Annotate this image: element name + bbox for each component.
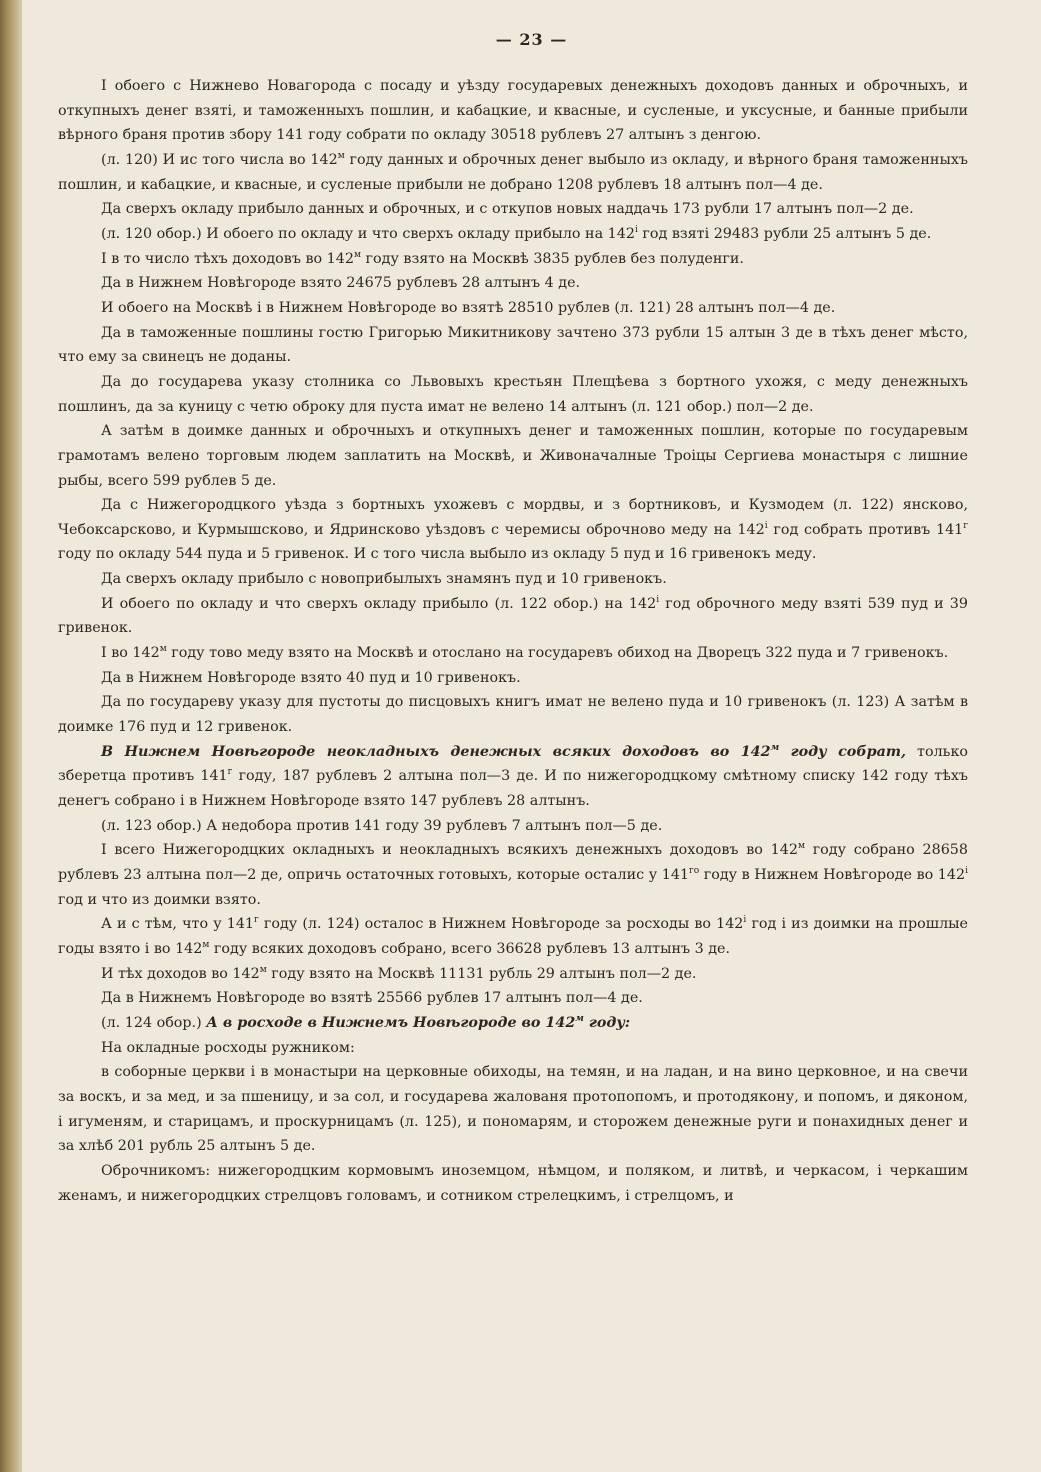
paragraph: И обоего на Москвѣ i в Нижнем Новѣгороде во взятѣ 28510 рублев (л. 121) 28 алтынъ пол—4 де. (101, 299, 836, 316)
paragraph: Да до государева указу столника со Львовыхъ крестьян Плещѣева з бортного ухожя, с меду денежныхъ пошлинъ, да за куницу с четю оброку для пуста имат не велено 14 алтынъ (л. 121 обор.) пол—2 де. (58, 373, 968, 415)
paragraph: І во $142^м$ году тово меду взято на Москвѣ и отослано на государевъ обиход на Дворецъ 322 пуда и 7 гривенокъ. (101, 644, 949, 662)
paragraph: Да сверхъ окладу прибыло с новоприбылыхъ знамянъ пуд и 10 гривенокъ. (101, 571, 667, 588)
paragraph: І всего Нижегородцких окладныхъ и неокладныхъ всякихъ денежныхъ доходовъ во $142^м$ году собрано 28658 рублевъ 23 алтына пол—2 де, опричь остаточных готовыхъ, которые осталис у $141^{го}$ году в Нижнем Новѣгороде во $142^і$ год и что из доимки взято. (58, 841, 968, 908)
paragraph: И обоего по окладу и что сверхъ окладу прибыло (л. 122 обор.) на $142^і$ год оброчного меду взятi 539 пуд и 39 гривенок. (58, 595, 968, 637)
paragraph: (л. 123 обор.) А недобора против 141 году 39 рублевъ 7 алтынъ пол—5 де. (101, 817, 663, 834)
paragraph: На окладные росходы ружником: (101, 1039, 355, 1056)
paragraph: в соборные церкви i в монастыри на церковные обиходы, на темян, и на ладан, и на вино церковное, и на свечи за воскъ, и за мед, и за пшеницу, и за сол, и государева жалованя протопопомъ, и протодякону, и попомъ, и дяконом, i игуменям, и старицамъ, и проскурницамъ (л. 125), и пономарям, и сторожем денежные руги и понахидных денег и за хлѣб 201 рубль 25 алтынъ 5 де. (58, 1064, 968, 1155)
paragraph: Да по государеву указу для пустоты до писцовыхъ книгъ имат не велено пуда и 10 гривенокъ (л. 123) А затѣм в доимке 176 пуд и 12 гривенок. (58, 694, 968, 736)
paragraph: Да в Нижнем Новѣгороде взято 24675 рублевъ 28 алтынъ 4 де. (101, 275, 581, 292)
document-body (58, 74, 968, 1208)
paragraph: Оброчникомъ: нижегородцким кормовымъ иноземцом, нѣмцом, и поляком, и литвѣ, и черкасом, і черкашим женамъ, и нижегородцких стрелцовъ головамъ, и сотником стрелецкимъ, i стрелцомъ, и (58, 1162, 968, 1204)
paragraph: Да в таможенные пошлины гостю Григорью Микитникову зачтено 373 рубли 15 алтын 3 де в тѣхъ денег мѣсто, что ему за свинецъ не доданы. (58, 324, 968, 366)
paragraph: (л. 124 обор.) А в росходе в Нижнемъ Новѣгороде во $142^м$ году: (101, 1014, 631, 1031)
paragraph: Да сверхъ окладу прибыло данных и оброчных, и с откупов новых наддачь 173 рубли 17 алтынъ пол—2 де. (101, 201, 914, 218)
paragraph: І обоего с Нижнево Новагорода с посаду и уѣзду государевых денежныхъ доходовъ данных и оброчныхъ, и откупныхъ денег взятi, и таможенныхъ пошлин, и кабацкие, и квасные, и сусленые, и уксусные, и банные прибыли вѣрного браня против збору 141 году собрати по окладу 30518 рублевъ 27 алтынъ з денгою. (58, 78, 968, 144)
paragraph: І в то число тѣхъ доходовъ во $142^м$ году взято на Москвѣ 3835 рублев без полуденги. (101, 249, 744, 267)
paragraph: И тѣх доходов во $142^м$ году взято на Москвѣ 11131 рубль 29 алтынъ пол—2 де. (101, 964, 697, 982)
paragraph: А затѣм в доимке данных и оброчныхъ и откупныхъ денег и таможенных пошлин, которые по государевым грамотамъ велено торговым людем заплатить на Москвѣ, и Живоначалные Троіцы Сергиева монастыря с лишние рыбы, всего 599 рублев 5 де. (58, 423, 968, 489)
paragraph: (л. 120) И ис того числа во $142^м$ году данных и оброчных денег выбыло из окладу, и вѣрного браня таможенныхъ пошлин, и кабацкие, и квасные, и сусленые прибыли не добрано 1208 рублевъ 18 алтынъ пол—4 де. (58, 151, 968, 193)
paragraph: А и с тѣм, что у $141^г$ году (л. 124) осталос в Нижнем Новѣгороде за росходы во $142^і$ год i из доимки на прошлые годы взято i во $142^м$ году всяких доходовъ собрано, всего 36628 рублевъ 13 алтынъ 3 де. (58, 915, 968, 957)
book-spine (0, 0, 22, 1472)
paragraph: Да с Нижегородцкого уѣзда з бортныхъ ухожевъ с мордвы, и з бортниковъ, и Кузмодем (л. 122) янсково, Чебоксарсково, и Курмышсково, и Ядринсково уѣздовъ с черемисы оброчново меду на $142^і$ год собрать противъ $141^г$ году по окладу 544 пуда и 5 гривенок. И с того числа выбыло из окладу 5 пуд и 16 гривенокъ меду. (58, 497, 968, 563)
paragraph: (л. 120 обор.) И обоего по окладу и что сверхъ окладу прибыло на $142^і$ год взятi 29483 рубли 25 алтынъ 5 де. (101, 225, 932, 242)
paragraph: Да в Нижнем Новѣгороде взято 40 пуд и 10 гривенокъ. (101, 669, 521, 686)
document-page (22, 0, 1041, 1472)
paragraph: Да в Нижнемъ Новѣгороде во взятѣ 25566 рублев 17 алтынъ пол—4 де. (101, 990, 643, 1007)
paragraph: В Нижнем Новѣгороде неокладныхъ денежных всяких доходовъ во $142^м$ году собрат, только зберетца противъ $141^г$ году, 187 рублевъ 2 алтына пол—3 де. И по нижегородцкому смѣтному списку 142 году тѣхъ денегъ собрано i в Нижнем Новѣгороде взято 147 рублевъ 28 алтынъ. (58, 742, 968, 810)
page-number: — 23 — (495, 30, 568, 49)
